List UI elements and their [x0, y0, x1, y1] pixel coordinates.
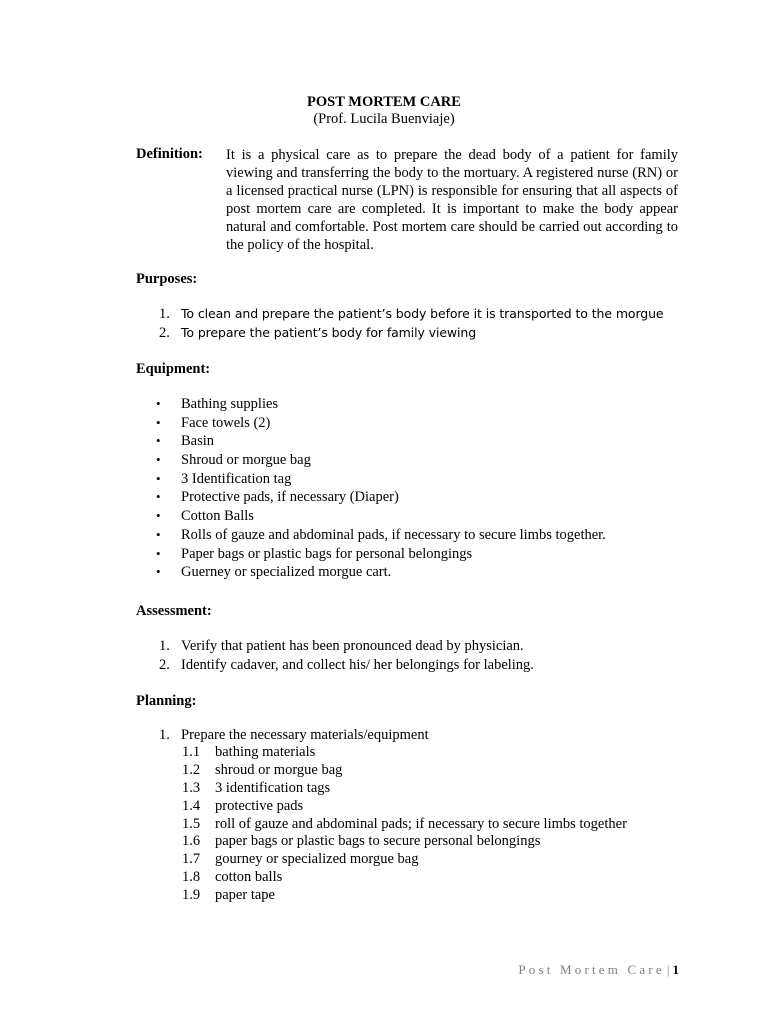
list-text: Basin: [181, 433, 215, 450]
list-text: To clean and prepare the patient’s body before it is transported to the morgue: [181, 306, 664, 321]
sublist-text: cotton balls: [215, 869, 283, 886]
sublist-text: protective pads: [215, 797, 304, 814]
bullet-icon: •: [156, 433, 161, 449]
list-text: To prepare the patient’s body for family viewing: [181, 324, 477, 340]
sublist-number: 1.3: [182, 779, 201, 796]
sublist-text: paper tape: [215, 887, 275, 904]
sublist-number: 1.2: [182, 761, 201, 778]
footer-separator: |: [666, 962, 670, 977]
list-number: 1.: [159, 727, 170, 743]
list-text: Verify that patient has been pronounced dead by physician.: [181, 638, 524, 654]
bullet-icon: •: [156, 526, 161, 542]
list-text: Protective pads, if necessary (Diaper): [181, 489, 399, 506]
list-text: Guerney or specialized morgue cart.: [181, 564, 392, 581]
bullet-icon: •: [156, 396, 161, 411]
sublist-text: bathing materials: [215, 744, 316, 760]
sublist-text: shroud or morgue bag: [215, 761, 343, 778]
list-text: Paper bags or plastic bags for personal belongings: [181, 545, 473, 562]
sublist-number: 1.1: [182, 744, 201, 760]
list-text: Identify cadaver, and collect his/ her belongings for labeling.: [181, 656, 534, 673]
purposes-heading: Purposes:: [136, 271, 198, 287]
list-text: Face towels (2): [181, 414, 271, 431]
page-title: POST MORTEM CARE: [307, 94, 461, 110]
list-text: Prepare the necessary materials/equipment: [181, 727, 429, 743]
bullet-icon: •: [156, 470, 161, 486]
bullet-icon: •: [156, 414, 161, 430]
page-number: 1: [672, 962, 679, 977]
sublist-number: 1.7: [182, 851, 201, 868]
sublist-number: 1.6: [182, 833, 201, 850]
bullet-icon: •: [156, 564, 161, 580]
page-footer: [518, 962, 679, 978]
sublist-text: 3 identification tags: [215, 779, 331, 796]
sublist-number: 1.5: [182, 815, 201, 832]
bullet-icon: •: [156, 452, 161, 468]
sublist-number: 1.4: [182, 797, 201, 814]
footer-title: Post Mortem Care: [518, 962, 665, 977]
sublist-text: paper bags or plastic bags to secure personal belongings: [215, 833, 541, 850]
bullet-icon: •: [156, 545, 161, 561]
sublist-text: gourney or specialized morgue bag: [215, 851, 419, 868]
bullet-icon: •: [156, 489, 161, 505]
list-text: Bathing supplies: [181, 396, 279, 412]
list-text: Cotton Balls: [181, 508, 254, 525]
author-line: (Prof. Lucila Buenviaje): [313, 111, 455, 127]
list-text: 3 Identification tag: [181, 470, 292, 487]
list-number: 2.: [159, 324, 170, 341]
list-number: 2.: [159, 656, 170, 673]
list-text: Shroud or morgue bag: [181, 452, 311, 469]
equipment-heading: Equipment:: [136, 361, 211, 377]
assessment-heading: Assessment:: [136, 603, 212, 619]
definition-text: It is a physical care as to prepare the dead body of a patient for family viewing and transferring the body to the mortuary. A registered nurse (RN) or a licensed practical nurse (LPN) is responsible for ensuring that all aspects of post mortem care are completed. It is important to make the body appear natural and comfortable. Post mortem care should be carried out according to the policy of the hospital.: [226, 147, 678, 253]
bullet-icon: •: [156, 508, 161, 524]
list-number: 1.: [159, 638, 170, 654]
planning-heading: Planning:: [136, 693, 197, 709]
sublist-number: 1.9: [182, 887, 201, 904]
list-text: Rolls of gauze and abdominal pads, if necessary to secure limbs together.: [181, 526, 606, 543]
sublist-text: roll of gauze and abdominal pads; if necessary to secure limbs together: [215, 815, 627, 832]
sublist-number: 1.8: [182, 869, 201, 886]
list-number: 1.: [159, 306, 170, 322]
definition-label: Definition:: [136, 146, 203, 162]
